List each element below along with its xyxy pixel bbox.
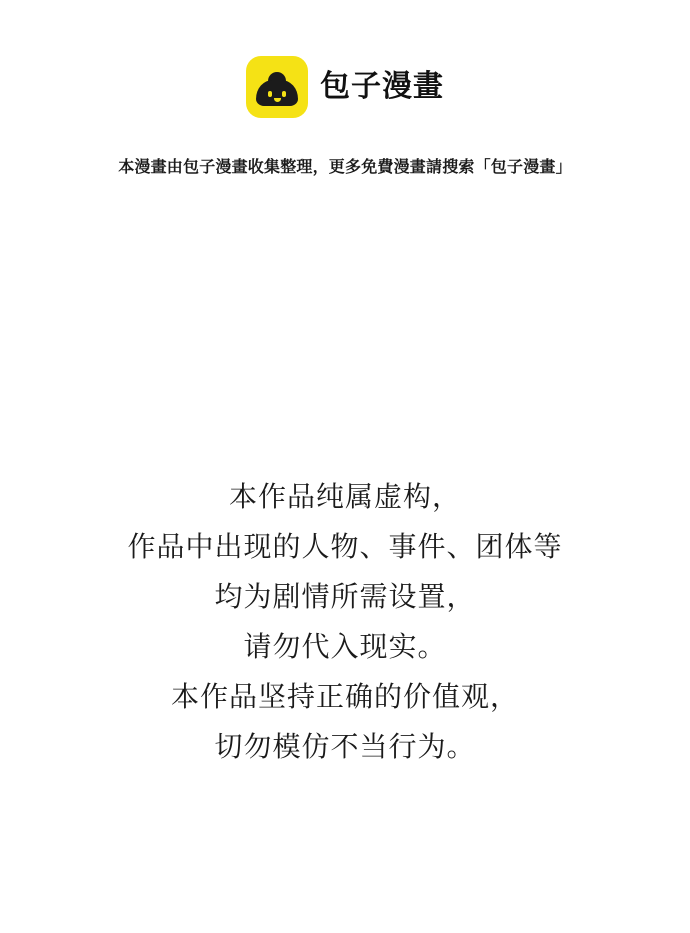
disclaimer-line: 切勿模仿不当行为。 xyxy=(214,731,476,762)
disclaimer-line: 本作品纯属虚构， xyxy=(228,481,461,512)
bun-eye-right xyxy=(282,91,286,97)
bun-body xyxy=(256,80,298,106)
bun-glyph xyxy=(256,72,298,106)
bun-eye-left xyxy=(268,91,272,97)
disclaimer-line: 本作品坚持正确的价值观， xyxy=(170,681,519,712)
disclaimer-line: 作品中出现的人物、事件、团体等 xyxy=(127,531,563,562)
collection-notice: 本漫畫由包子漫畫收集整理，更多免費漫畫請搜索「包子漫畫」 xyxy=(118,159,572,176)
brand-name: 包子漫畫 xyxy=(320,70,444,103)
disclaimer-line: 请勿代入现实。 xyxy=(243,631,447,662)
disclaimer-line: 均为剧情所需设置， xyxy=(214,581,476,612)
baozi-bun-icon xyxy=(246,56,308,118)
brand-header xyxy=(246,56,444,118)
fiction-disclaimer xyxy=(0,472,690,772)
